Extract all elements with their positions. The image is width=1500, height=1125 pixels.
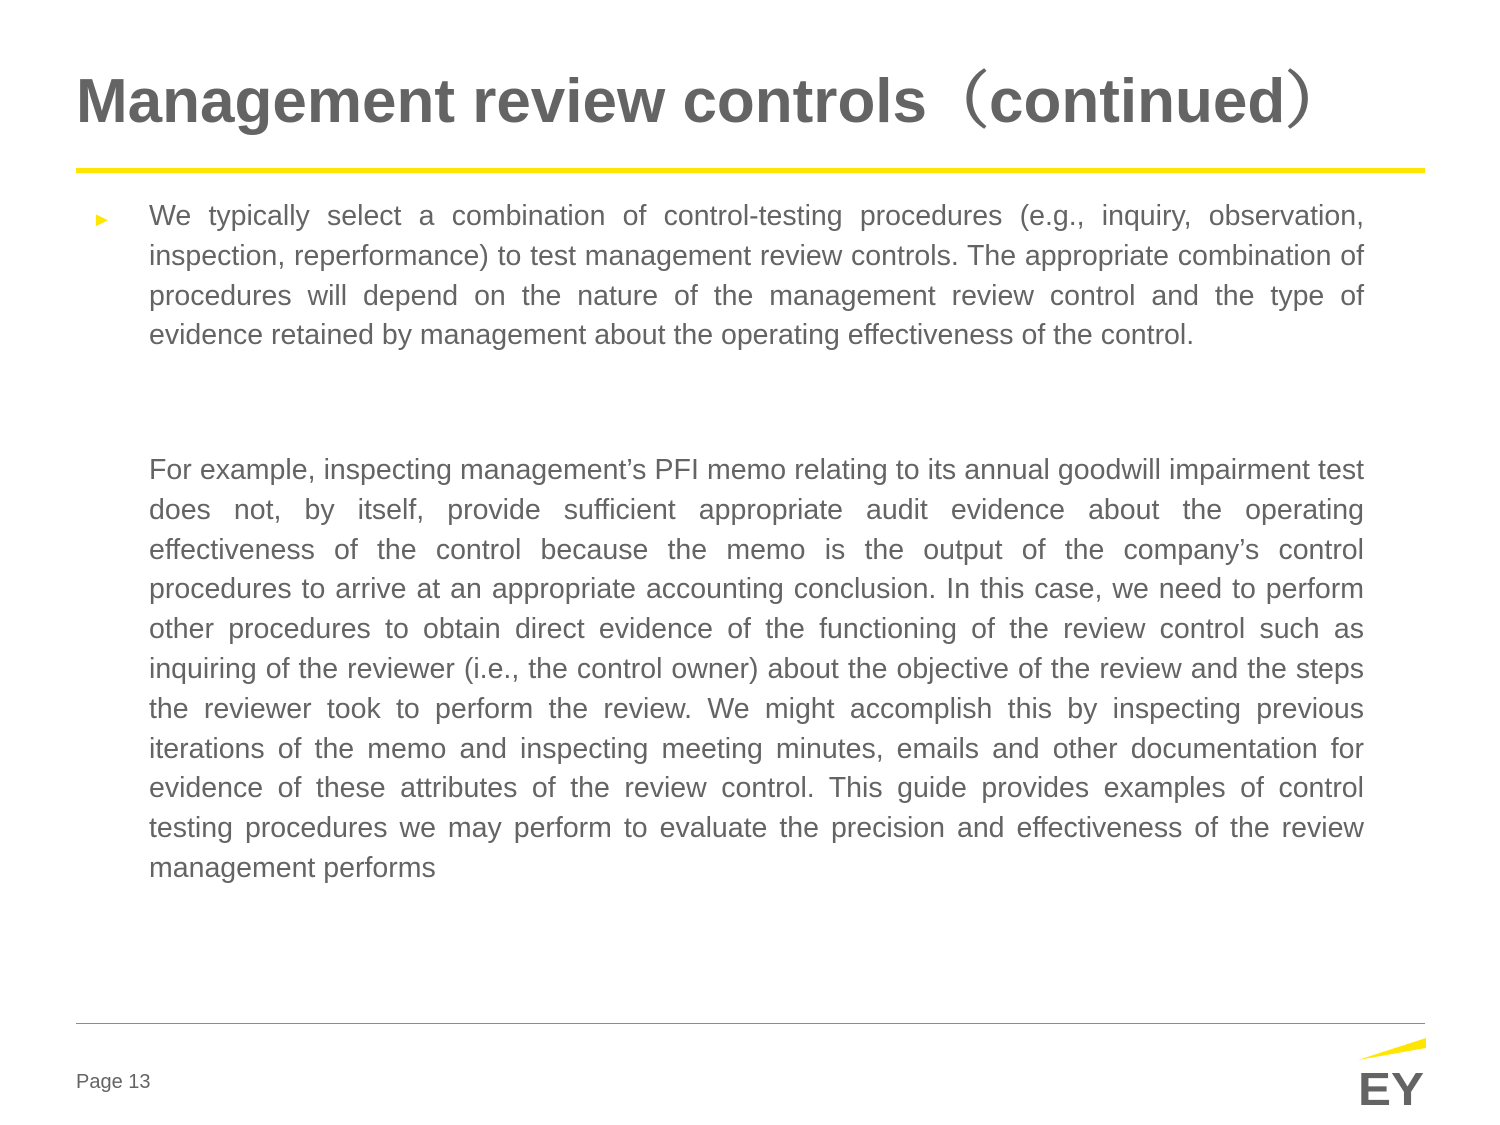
bullet-arrow-icon: ► <box>92 209 112 231</box>
ey-logo-icon <box>1358 1038 1426 1106</box>
bullet-paragraph-2: For example, inspecting management’s PFI memo relating to its annual goodwill impairment test does not, by itself, provide sufficient appropriate audit evidence about the operating effectiveness of the control because the memo is the output of the company’s control procedures to arrive at an appropriate accounting conclusion. In this case, we need to perform other procedures to obtain direct evidence of the functioning of the review control such as inquiring of the reviewer (i.e., the control owner) about the objective of the review and the steps the reviewer took to perform the review. We might accomplish this by inspecting previous iterations of the memo and inspecting meeting minutes, emails and other documentation for evidence of these attributes of the review control. This guide provides examples of control testing procedures we may perform to evaluate the precision and effectiveness of the review management performs <box>149 454 1364 884</box>
title-divider <box>76 168 1425 173</box>
ey-logo-letters: EY <box>1358 1063 1424 1106</box>
page-number: Page 13 <box>76 1071 151 1093</box>
slide-title: Management review controls（continued） <box>76 67 1348 136</box>
footer-divider <box>76 1023 1425 1024</box>
ey-logo-beam <box>1358 1038 1426 1060</box>
bullet-paragraph-1: We typically select a combination of control-testing procedures (e.g., inquiry, observation, inspection, reperformance) to test management review controls. The appropriate combination of procedures will depend on the nature of the management review control and the type of evidence retained by management about the operating effectiveness of the control. <box>149 200 1364 352</box>
